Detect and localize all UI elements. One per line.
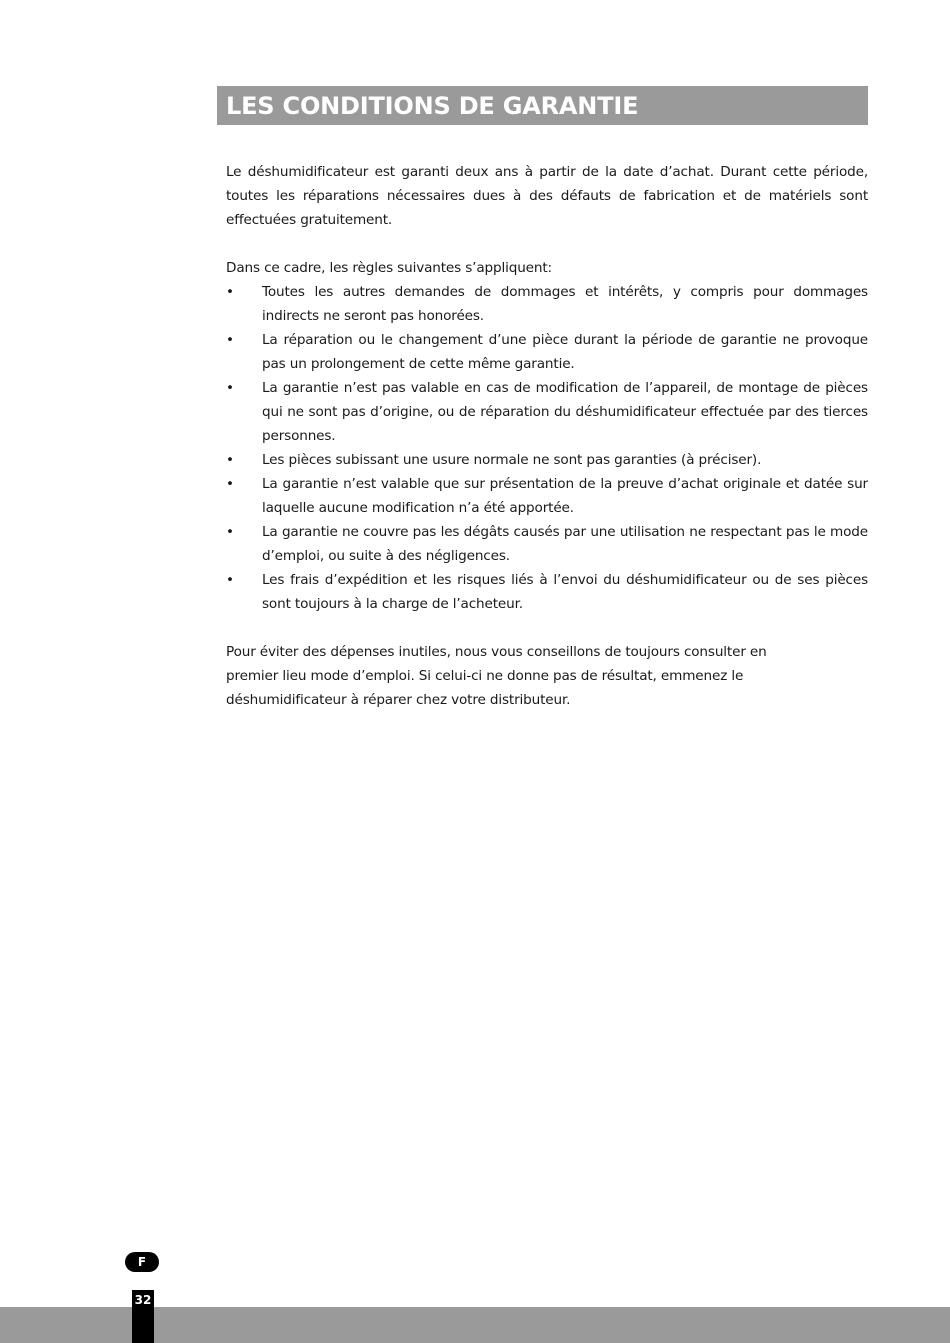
bullet-icon: • <box>226 476 234 492</box>
bullet-icon: • <box>226 380 234 396</box>
list-item-text: Les frais d’expédition et les risques liés à l’envoi du déshumidificateur ou de ses pièces sont toujours à la charge de l’acheteur. <box>262 572 868 612</box>
closing-line: déshumidificateur à réparer chez votre distributeur. <box>226 692 571 708</box>
bullet-icon: • <box>226 452 234 468</box>
list-item <box>226 520 868 568</box>
list-item <box>226 472 868 520</box>
list-item-text: La garantie ne couvre pas les dégâts causés par une utilisation ne respectant pas le mode d’emploi, ou suite à des négligences. <box>262 524 868 564</box>
list-item <box>226 568 868 616</box>
list-item <box>226 280 868 328</box>
page-title: LES CONDITIONS DE GARANTIE <box>226 91 639 120</box>
list-item-text: La réparation ou le changement d’une pièce durant la période de garantie ne provoque pas un prolongement de cette même garantie. <box>262 332 868 372</box>
intro-paragraph: Le déshumidificateur est garanti deux ans à partir de la date d’achat. Durant cette période, toutes les réparations nécessaires dues à des défauts de fabrication et de matériels sont effectuées gratuitement. <box>226 164 868 228</box>
closing-line: Pour éviter des dépenses inutiles, nous vous conseillons de toujours consulter en <box>226 644 767 660</box>
rules-lead: Dans ce cadre, les règles suivantes s’appliquent: <box>226 260 552 276</box>
list-item-text: La garantie n’est valable que sur présentation de la preuve d’achat originale et datée sur laquelle aucune modification n’a été apportée. <box>262 476 868 516</box>
list-item-text: Toutes les autres demandes de dommages et intérêts, y compris pour dommages indirects ne seront pas honorées. <box>262 284 868 324</box>
list-item <box>226 376 868 448</box>
document-body <box>226 160 868 712</box>
list-item <box>226 448 868 472</box>
page-number: 32 <box>132 1290 154 1343</box>
paragraph-spacer <box>226 232 868 256</box>
rules-list <box>226 280 868 616</box>
section-title-bar <box>217 86 868 125</box>
bullet-icon: • <box>226 284 234 300</box>
closing-line: premier lieu mode d’emploi. Si celui-ci ne donne pas de résultat, emmenez le <box>226 668 744 684</box>
bullet-icon: • <box>226 332 234 348</box>
closing-paragraph <box>226 640 868 712</box>
list-item-text: La garantie n’est pas valable en cas de modification de l’appareil, de montage de pièces qui ne sont pas d’origine, ou de réparation du déshumidificateur effectuée par des tierces personnes. <box>262 380 868 444</box>
list-item <box>226 328 868 376</box>
list-item-text: Les pièces subissant une usure normale ne sont pas garanties (à préciser). <box>262 452 762 468</box>
bullet-icon: • <box>226 524 234 540</box>
paragraph-spacer <box>226 616 868 640</box>
bullet-icon: • <box>226 572 234 588</box>
language-badge: F <box>125 1252 159 1272</box>
